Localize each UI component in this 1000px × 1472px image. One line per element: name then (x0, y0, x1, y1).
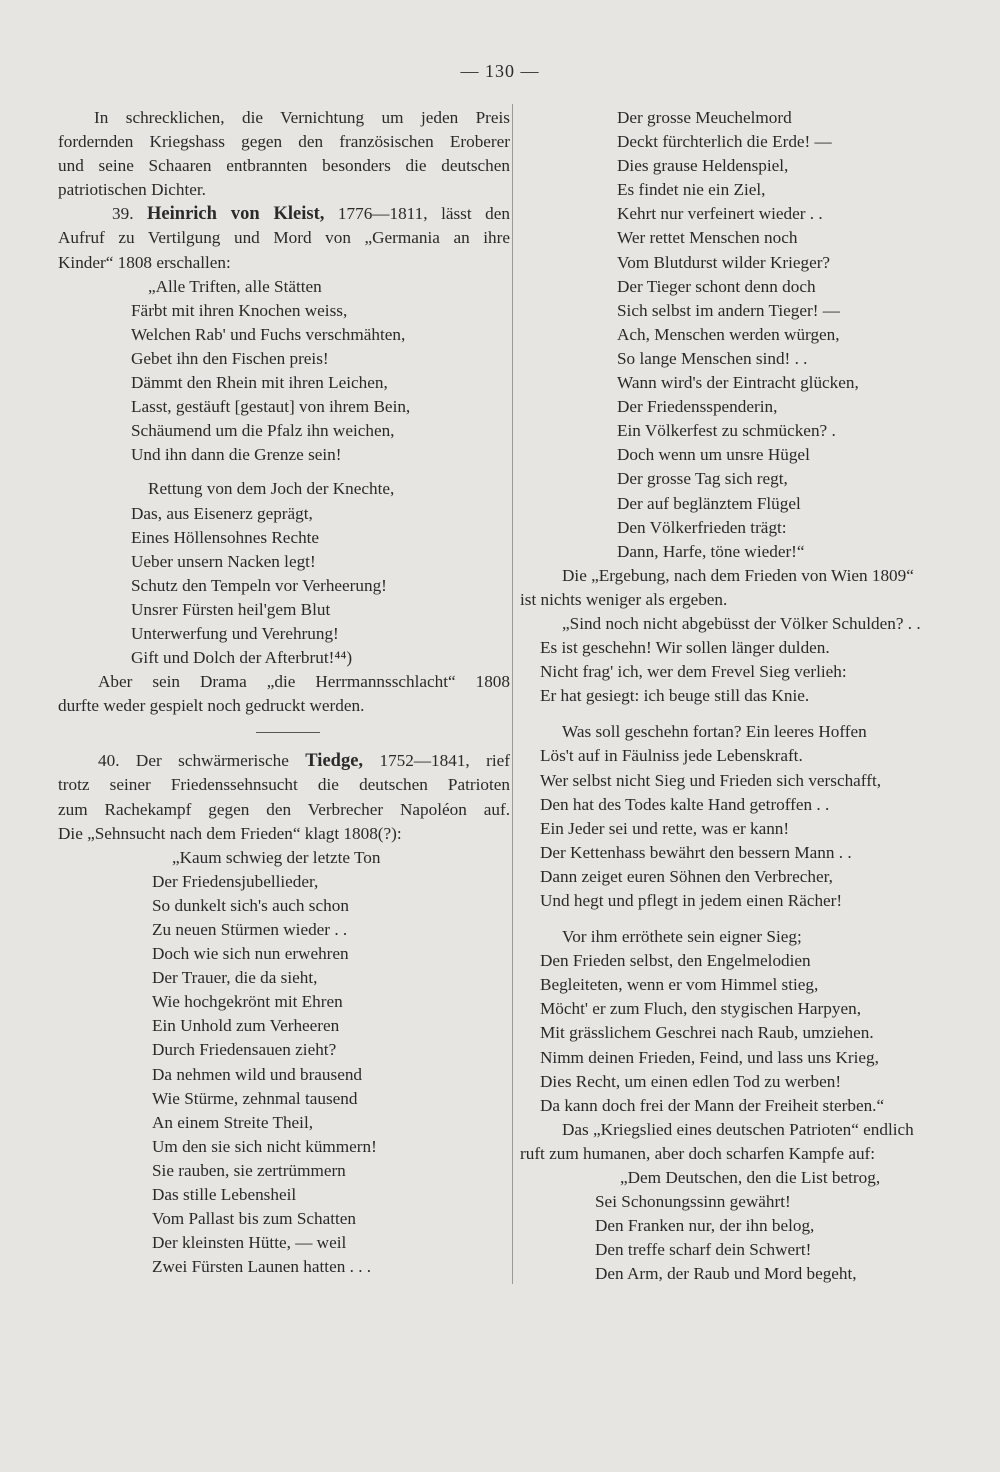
text-line: Ueber unsern Nacken legt! (131, 551, 316, 571)
text-line: Und ihn dann die Grenze sein! (131, 445, 342, 465)
text-line: 40. Der schwärmerische Tiedge, 1752—1841, rief (98, 751, 510, 772)
text-line: Die „Sehnsucht nach dem Frieden“ klagt 1808(?): (58, 823, 402, 843)
text-line: Da nehmen wild und brausend (152, 1064, 363, 1084)
text-line: zum Rachekampf gegen den Verbrecher Napoléon auf. (58, 799, 510, 819)
column-divider (512, 104, 513, 1284)
text-line: Vor ihm erröthete sein eigner Sieg; (562, 927, 802, 947)
text-line: fordernden Kriegshass gegen den französischen Eroberer (58, 132, 510, 152)
text-line: Der kleinsten Hütte, — weil (152, 1233, 347, 1253)
text-line: Die „Ergebung, nach dem Frieden von Wien 1809“ (562, 565, 914, 585)
text-line: Der grosse Tag sich regt, (617, 469, 788, 489)
text-line: Der Tieger schont denn doch (617, 276, 816, 296)
text-line: Sie rauben, sie zertrümmern (152, 1160, 346, 1180)
text-line: Den hat des Todes kalte Hand getroffen . . (540, 794, 830, 814)
text-line: „Kaum schwieg der letzte Ton (172, 847, 381, 867)
text-line: Der Friedensjubellieder, (152, 871, 319, 891)
text-line: und seine Schaaren entbrannten besonders die deutschen (58, 156, 510, 176)
text-line: Lös't auf in Fäulniss jede Lebenskraft. (540, 746, 803, 766)
text-line: Dies Recht, um einen edlen Tod zu werben! (540, 1071, 842, 1091)
left-column (58, 106, 510, 1279)
text-line: Schäumend um die Pfalz ihn weichen, (131, 421, 395, 441)
text-line: Und hegt und pflegt in jedem einen Rächer! (540, 891, 843, 910)
text-line: Kehrt nur verfeinert wieder . . (617, 204, 823, 224)
text-line: „Alle Triften, alle Stätten (148, 276, 322, 296)
text-line: Gebet ihn den Fischen preis! (131, 348, 329, 368)
text-line: So lange Menschen sind! . . (617, 348, 808, 368)
text-line: Dies grause Heldenspiel, (617, 156, 789, 176)
text-line: Dann zeiget euren Söhnen den Verbrecher, (540, 866, 833, 886)
text-line: 39. Heinrich von Kleist, 1776—1811, lässt den (112, 204, 510, 225)
text-line: Sich selbst im andern Tieger! — (617, 300, 840, 320)
text-line: Rettung von dem Joch der Knechte, (148, 479, 395, 499)
text-line: Es findet nie ein Ziel, (617, 180, 766, 200)
text-line: Mit grässlichem Geschrei nach Raub, umziehen. (540, 1023, 874, 1043)
text-line: Nimm deinen Frieden, Feind, und lass uns Krieg, (540, 1047, 879, 1067)
text-line: Ach, Menschen werden würgen, (617, 324, 840, 344)
author-name: Tiedge, (305, 751, 364, 772)
stanza-break (520, 708, 960, 720)
text-line: Der Kettenhass bewährt den bessern Mann . . (540, 842, 852, 862)
text-line: Ein Unhold zum Verheeren (152, 1016, 340, 1036)
text-line: Den Frieden selbst, den Engelmelodien (540, 951, 811, 971)
text-line: Zwei Fürsten Launen hatten . . . (152, 1257, 372, 1277)
text-line: Der Friedensspenderin, (617, 397, 778, 417)
text-line: Da kann doch frei der Mann der Freiheit sterben.“ (540, 1095, 885, 1115)
text-line: Gift und Dolch der Afterbrut!⁴⁴) (131, 648, 353, 668)
text-line: Den treffe scharf dein Schwert! (595, 1240, 812, 1260)
text-line: So dunkelt sich's auch schon (152, 895, 349, 915)
text-line: Ein Völkerfest zu schmücken? . (617, 421, 836, 441)
text-line: Das, aus Eisenerz geprägt, (131, 503, 313, 523)
text-line: Das stille Lebensheil (152, 1185, 297, 1205)
text-line: Das „Kriegslied eines deutschen Patrioten“ endlich (562, 1119, 914, 1139)
text-line: Aufruf zu Vertilgung und Mord von „Germania an ihre (58, 228, 510, 248)
text-line: Durch Friedensauen zieht? (152, 1040, 337, 1060)
text-line: Wie hochgekrönt mit Ehren (152, 992, 343, 1012)
text-line: Nicht frag' ich, wer dem Frevel Sieg verlieh: (540, 662, 847, 682)
text-line: trotz seiner Friedenssehnsucht die deutschen Patrioten (58, 775, 510, 795)
text-line: Kinder“ 1808 erschallen: (58, 252, 231, 272)
text-line: In schrecklichen, die Vernichtung um jeden Preis (94, 108, 510, 127)
text-line: Schutz den Tempeln vor Verheerung! (131, 575, 387, 595)
text-line: Er hat gesiegt: ich beuge still das Knie. (540, 686, 810, 706)
text-line: Unsrer Fürsten heil'gem Blut (131, 599, 331, 619)
text-line: Möcht' er zum Fluch, den stygischen Harpyen, (540, 999, 861, 1019)
text-line: durfte weder gespielt noch gedruckt werden. (58, 696, 365, 716)
text-line: Dämmt den Rhein mit ihren Leichen, (131, 373, 388, 393)
text-line: Dann, Harfe, töne wieder!“ (617, 541, 805, 561)
text-line: Vom Blutdurst wilder Krieger? (617, 252, 831, 272)
text-line: Aber sein Drama „die Herrmannsschlacht“ 1808 (98, 672, 510, 692)
text-line: Welchen Rab' und Fuchs verschmähten, (131, 324, 406, 344)
author-name: Heinrich von Kleist, (147, 204, 325, 225)
text-line: Wie Stürme, zehnmal tausend (152, 1088, 358, 1108)
page-number: — 130 — (460, 61, 540, 81)
text-line: Der Trauer, die da sieht, (152, 968, 318, 988)
text-line: Färbt mit ihren Knochen weiss, (131, 300, 348, 320)
text-line: Der grosse Meuchelmord (617, 108, 792, 127)
text-line: Den Franken nur, der ihn belog, (595, 1216, 815, 1236)
text-line: „Sind noch nicht abgebüsst der Völker Schulden? . . (562, 613, 921, 633)
text-line: Wer selbst nicht Sieg und Frieden sich verschafft, (540, 770, 882, 790)
right-column (520, 106, 960, 1287)
text-line: Eines Höllensohnes Rechte (131, 527, 320, 547)
text-line: Der auf beglänztem Flügel (617, 493, 801, 513)
text-line: Unterwerfung und Verehrung! (131, 623, 339, 643)
text-line: Zu neuen Stürmen wieder . . (152, 920, 348, 939)
text-line: Begleiteten, wenn er vom Himmel stieg, (540, 975, 819, 995)
text-line: Wann wird's der Eintracht glücken, (617, 373, 859, 393)
text-line: Lasst, gestäuft [gestaut] von ihrem Bein, (131, 397, 411, 417)
text-line: Den Arm, der Raub und Mord begeht, (595, 1264, 857, 1284)
text-line: Um den sie sich nicht kümmern! (152, 1136, 377, 1156)
text-line: Es ist geschehn! Wir sollen länger dulden. (540, 638, 830, 658)
text-line: Ein Jeder sei und rette, was er kann! (540, 818, 790, 838)
text-line: Vom Pallast bis zum Schatten (152, 1209, 357, 1229)
stanza-break (58, 467, 510, 477)
text-line: Doch wenn um unsre Hügel (617, 445, 810, 465)
text-line: Was soll geschehn fortan? Ein leeres Hoffen (562, 722, 867, 742)
text-line: Deckt fürchterlich die Erde! — (617, 132, 832, 152)
text-line: Den Völkerfrieden trägt: (617, 517, 787, 537)
text-line: „Dem Deutschen, den die List betrog, (620, 1168, 881, 1188)
text-line: ist nichts weniger als ergeben. (520, 589, 728, 609)
stanza-break (520, 913, 960, 925)
text-line: An einem Streite Theil, (152, 1112, 314, 1132)
text-line: Sei Schonungssinn gewährt! (595, 1192, 791, 1212)
text-line: Wer rettet Menschen noch (617, 228, 798, 248)
text-line: patriotischen Dichter. (58, 180, 206, 200)
section-rule (256, 732, 320, 733)
text-line: ruft zum humanen, aber doch scharfen Kampfe auf: (520, 1143, 876, 1163)
text-line: Doch wie sich nun erwehren (152, 944, 349, 964)
